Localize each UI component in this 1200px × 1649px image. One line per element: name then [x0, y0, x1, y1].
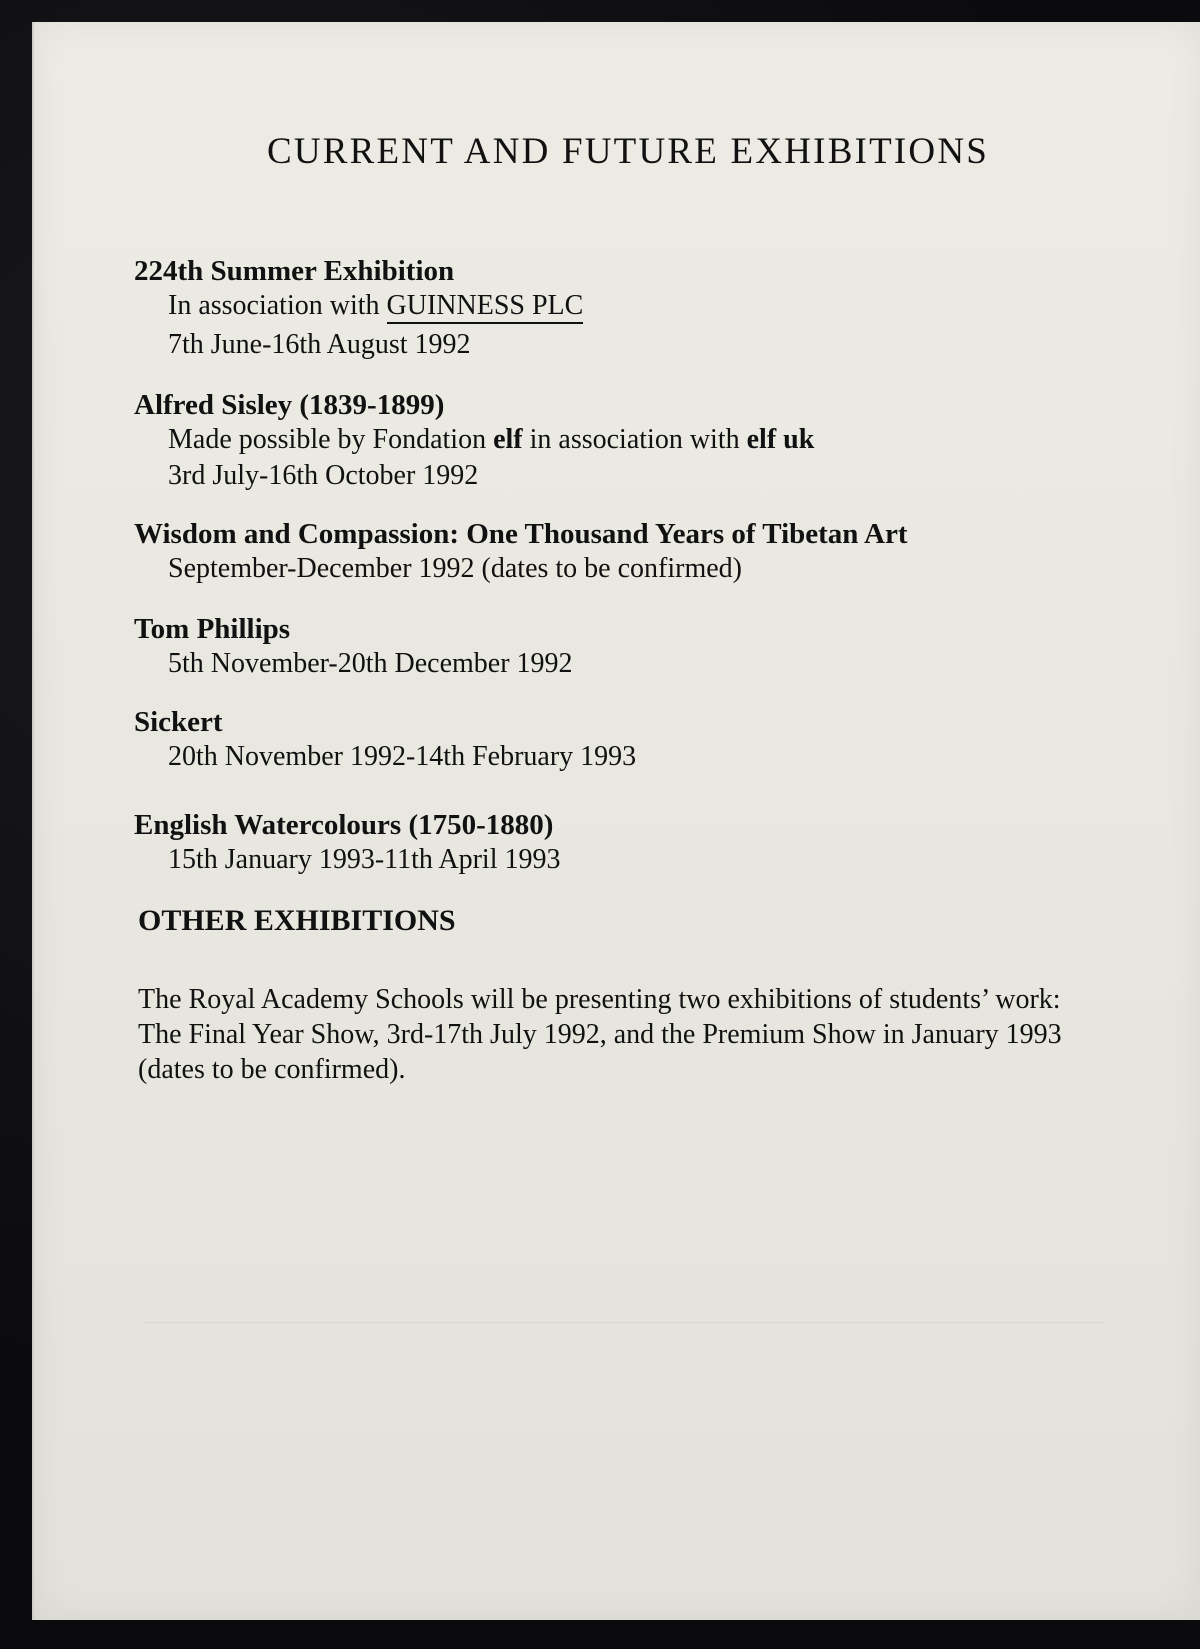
exhibition-entry — [134, 612, 1084, 682]
exhibition-dates: 7th June-16th August 1992 — [168, 329, 471, 360]
exhibition-entry — [134, 388, 1084, 494]
sponsor-brand: elf uk — [746, 424, 815, 455]
page-title: CURRENT AND FUTURE EXHIBITIONS — [266, 131, 990, 172]
catalogue-page — [32, 22, 1200, 1620]
exhibition-title: Alfred Sisley (1839-1899) — [134, 389, 445, 421]
exhibition-sponsor — [134, 288, 1084, 324]
exhibition-title: Tom Phillips — [134, 613, 291, 645]
exhibition-dates: 3rd July-16th October 1992 — [168, 460, 479, 491]
exhibition-dates: September-December 1992 (dates to be confirmed) — [168, 553, 742, 584]
exhibition-entry — [134, 705, 1084, 775]
exhibition-dates: 20th November 1992-14th February 1993 — [168, 741, 637, 772]
exhibition-title: 224th Summer Exhibition — [134, 255, 455, 287]
sponsor-text: Made possible by Fondation — [168, 424, 494, 455]
sponsor-prefix: In association with — [168, 290, 387, 321]
sponsor-name: GUINNESS PLC — [387, 290, 584, 324]
sponsor-text: in association with — [522, 424, 747, 455]
exhibition-title: English Watercolours (1750-1880) — [134, 809, 554, 841]
other-exhibitions-text — [138, 982, 1078, 1087]
exhibition-dates: 15th January 1993-11th April 1993 — [168, 844, 561, 875]
exhibition-entry — [134, 517, 1084, 587]
exhibition-title: Sickert — [134, 706, 223, 738]
section-title: OTHER EXHIBITIONS — [138, 904, 456, 937]
paragraph: The Royal Academy Schools will be presenting two exhibitions of students’ work: — [138, 984, 1061, 1015]
exhibition-dates: 5th November-20th December 1992 — [168, 648, 573, 679]
exhibition-entry — [134, 254, 1084, 363]
exhibition-sponsor — [134, 422, 1084, 458]
sponsor-brand: elf — [493, 424, 523, 455]
paragraph: The Final Year Show, 3rd-17th July 1992, and the Premium Show in January 1993 (dates to be confirmed). — [138, 1019, 1062, 1085]
exhibition-title: Wisdom and Compassion: One Thousand Years of Tibetan Art — [134, 518, 908, 550]
exhibition-entry — [134, 808, 1084, 878]
show-through-texture — [144, 1322, 1104, 1343]
